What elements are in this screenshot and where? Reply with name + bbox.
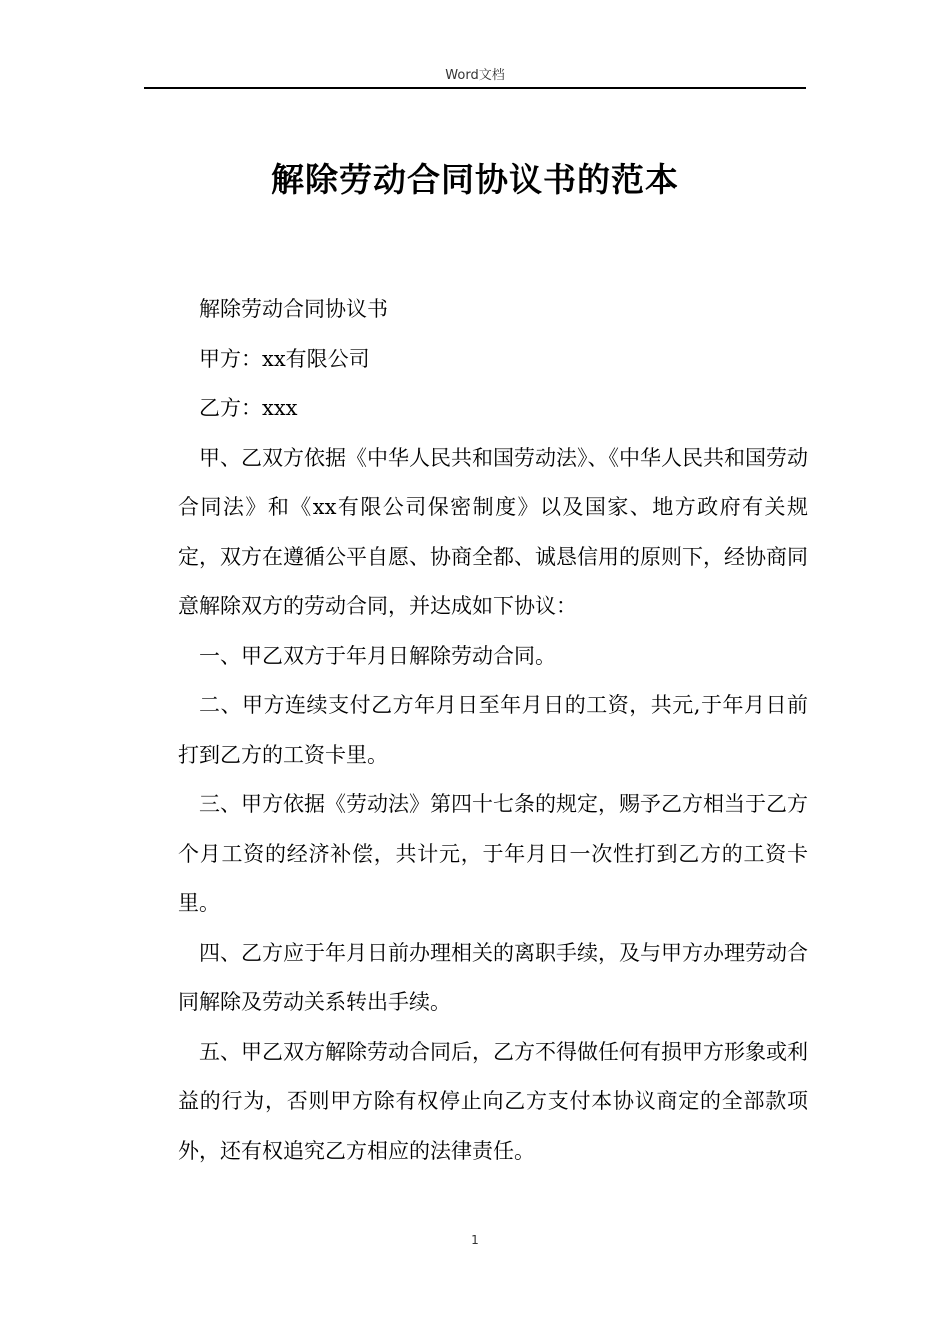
document-title: 解除劳动合同协议书的范本 [271,160,679,199]
paragraph-agreement-heading: 解除劳动合同协议书 [199,297,388,321]
page-number: 1 [471,1233,479,1247]
paragraph-clause-3: 三、甲方依据《劳动法》第四十七条的规定，赐予乙方相当于乙方个月工资的经济补偿，共计元，于年月日一次性打到乙方的工资卡里。 [178,792,808,915]
paragraph-party-a: 甲方：xx有限公司 [199,346,370,371]
paragraph-clause-1: 一、甲乙双方于年月日解除劳动合同。 [199,643,556,668]
paragraph-party-b: 乙方：xxx [199,396,298,420]
paragraph-clause-4: 四、乙方应于年月日前办理相关的离职手续，及与甲方办理劳动合同解除及劳动关系转出手续。 [178,940,808,1014]
paragraph-clause-5: 五、甲乙双方解除劳动合同后，乙方不得做任何有损甲方形象或利益的行为，否则甲方除有权停止向乙方支付本协议商定的全部款项外，还有权追究乙方相应的法律责任。 [178,1039,808,1163]
header-divider [144,87,806,89]
paragraph-preamble: 甲、乙双方依据《中华人民共和国劳动法》、《中华人民共和国劳动合同法》和《xx有限公司保密制度》以及国家、地方政府有关规定，双方在遵循公平自愿、协商全都、诚恳信用的原则下，经协商同意解除双方的劳动合同，并达成如下协议： [178,445,808,618]
paragraph-clause-2: 二、甲方连续支付乙方年月日至年月日的工资，共元,于年月日前打到乙方的工资卡里。 [178,693,808,767]
page-header-text: Word文档 [445,68,505,83]
document-body [178,285,808,1176]
